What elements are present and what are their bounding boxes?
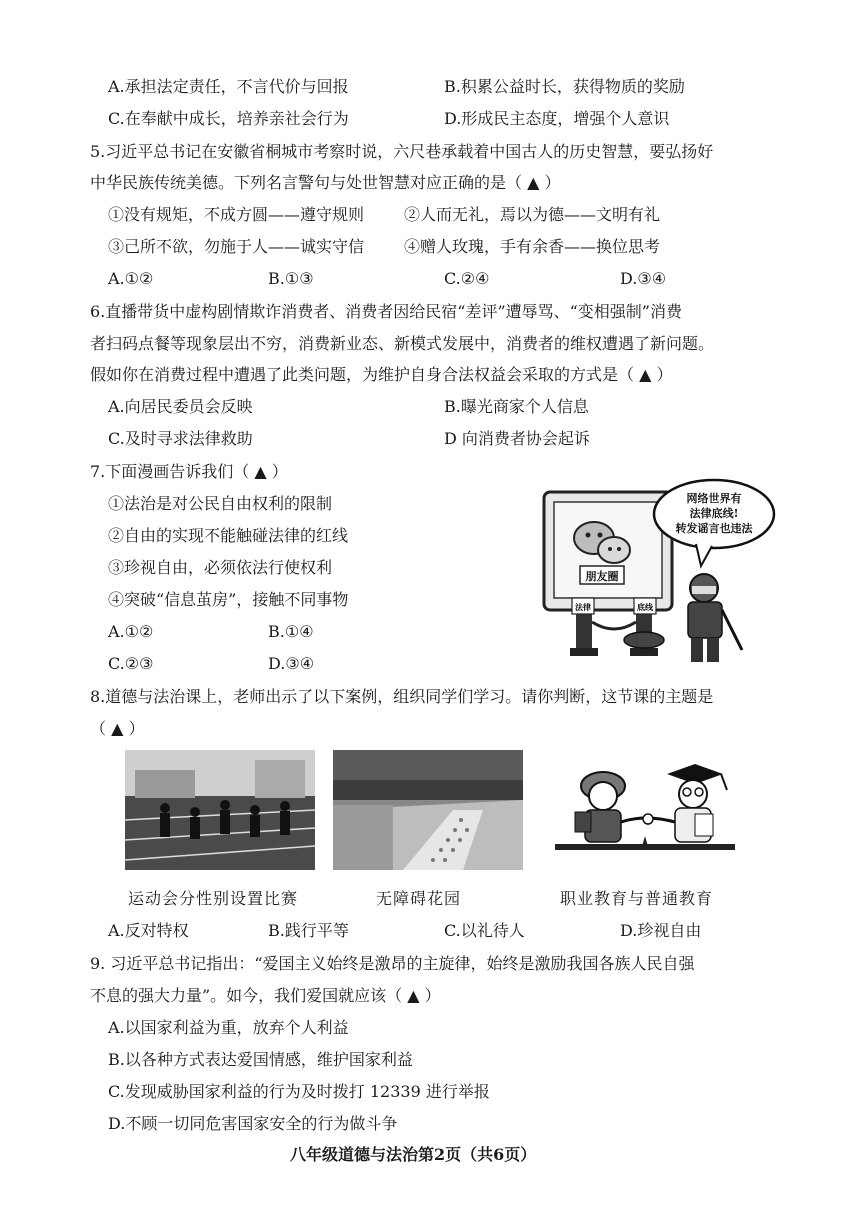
q4-option-c: C.在奉献中成长，培养亲社会行为 [108, 109, 349, 128]
q9-option-a: A.以国家利益为重，放弃个人利益 [108, 1018, 349, 1037]
bubble-line-1: 网络世界有 [686, 492, 742, 505]
bubble-line-3: 转发谣言也违法 [675, 522, 753, 535]
q6-stem-line3: 假如你在消费过程中遭遇了此类问题，为维护自身合法权益会采取的方式是（ ▲ ） [90, 365, 673, 384]
caption-education: 职业教育与普通教育 [560, 889, 714, 908]
q5-item-2: ②人而无礼，焉以为德——文明有礼 [404, 205, 661, 224]
q9-option-d: D.不顾一切同危害国家安全的行为做斗争 [108, 1114, 398, 1133]
q9-option-c: C.发现威胁国家利益的行为及时拨打 12339 进行举报 [108, 1082, 490, 1101]
q7-stem: 7.下面漫画告诉我们（ ▲ ） [90, 462, 288, 481]
q9-stem-line2: 不息的强大力量”。如今，我们爱国就应该（ ▲ ） [90, 986, 441, 1005]
q8-stem-line2: （ ▲ ） [90, 719, 145, 738]
q8-option-b: B.践行平等 [268, 921, 349, 940]
q6-option-d: D 向消费者协会起诉 [444, 429, 590, 448]
cartoon-illustration [536, 470, 780, 676]
q5-stem-line1: 5.习近平总书记在安徽省桐城市考察时说，六尺巷承载着中国古人的历史智慧，要弘扬好 [90, 142, 714, 161]
q5-option-d: D.③④ [620, 269, 667, 288]
q8-stem-line1: 8.道德与法治课上，老师出示了以下案例，组织同学们学习。请你判断，这节课的主题是 [90, 687, 714, 706]
post-left-label: 法律 [575, 602, 591, 612]
q5-item-1: ①没有规矩，不成方圆——遵守规则 [108, 205, 365, 224]
sports-meeting-photo [125, 750, 315, 870]
q5-stem-line2: 中华民族传统美德。下列名言警句与处世智慧对应正确的是（ ▲ ） [90, 173, 561, 192]
caption-sports-meeting: 运动会分性别设置比赛 [128, 889, 299, 908]
q8-option-a: A.反对特权 [108, 921, 189, 940]
q6-option-a: A.向居民委员会反映 [108, 397, 253, 416]
q5-option-c: C.②④ [444, 269, 490, 288]
q4-option-b: B.积累公益时长，获得物质的奖励 [444, 77, 685, 96]
q9-stem-line1: 9. 习近平总书记指出：“爱国主义始终是激昂的主旋律，始终是激励我国各族人民自强 [90, 954, 695, 973]
q7-option-a: A.①② [108, 622, 154, 641]
q7-option-c: C.②③ [108, 654, 154, 673]
education-cartoon [545, 752, 745, 870]
q4-option-d: D.形成民主态度，增强个人意识 [444, 109, 670, 128]
post-right-label: 底线 [637, 602, 653, 612]
screen-label: 朋友圈 [585, 570, 619, 583]
q7-option-b: B.①④ [268, 622, 314, 641]
caption-accessible-garden: 无障碍花园 [376, 889, 462, 908]
page-footer: 八年级道德与法治第2页（共6页） [290, 1145, 537, 1164]
q6-stem-line1: 6.直播带货中虚构剧情欺诈消费者、消费者因给民宿“差评”遭辱骂、“变相强制”消费 [90, 302, 682, 321]
q7-item-3: ③珍视自由，必须依法行使权利 [108, 558, 333, 577]
bubble-line-2: 法律底线! [689, 507, 739, 520]
q6-option-b: B.曝光商家个人信息 [444, 397, 589, 416]
accessible-garden-photo [333, 750, 523, 870]
q4-option-a: A.承担法定责任，不言代价与回报 [108, 77, 349, 96]
q8-option-d: D.珍视自由 [620, 921, 702, 940]
q7-item-4: ④突破“信息茧房”，接触不同事物 [108, 590, 349, 609]
q6-option-c: C.及时寻求法律救助 [108, 429, 253, 448]
q8-option-c: C.以礼待人 [444, 921, 525, 940]
q6-stem-line2: 者扫码点餐等现象层出不穷，消费新业态、新模式发展中，消费者的维权遭遇了新问题。 [90, 334, 715, 353]
q7-option-d: D.③④ [268, 654, 315, 673]
q9-option-b: B.以各种方式表达爱国情感，维护国家利益 [108, 1050, 413, 1069]
q7-item-2: ②自由的实现不能触碰法律的红线 [108, 526, 349, 545]
q5-option-a: A.①② [108, 269, 154, 288]
q5-option-b: B.①③ [268, 269, 314, 288]
q5-item-4: ④赠人玫瑰，手有余香——换位思考 [404, 237, 661, 256]
q7-cartoon [536, 470, 780, 676]
q7-item-1: ①法治是对公民自由权利的限制 [108, 494, 333, 513]
q5-item-3: ③己所不欲，勿施于人——诚实守信 [108, 237, 365, 256]
